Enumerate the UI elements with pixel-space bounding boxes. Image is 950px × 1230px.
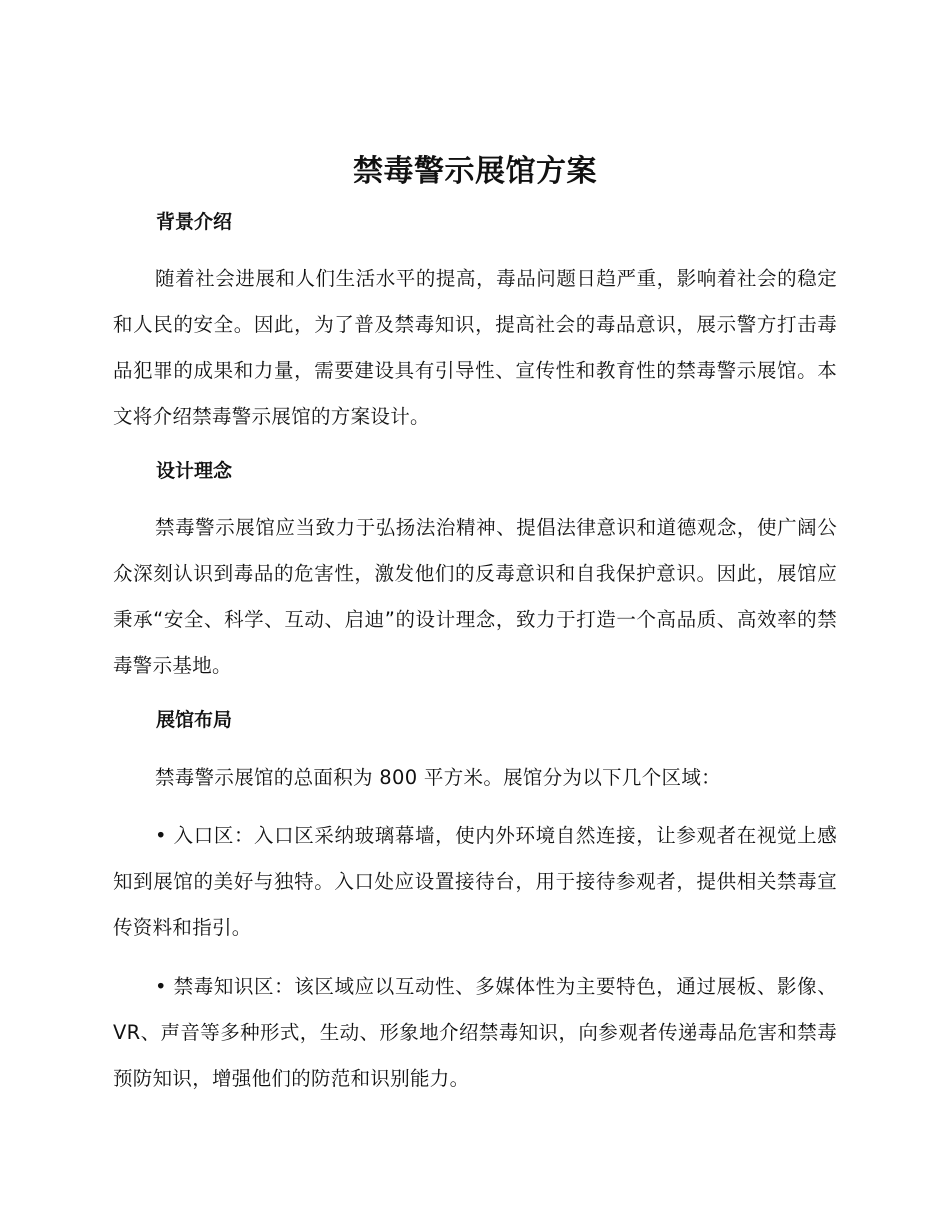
list-item-knowledge-area: • 禁毒知识区：该区域应以互动性、多媒体性为主要特色，通过展板、影像、VR、声音等多种形式，生动、形象地介绍禁毒知识，向参观者传递毒品危害和禁毒预防知识，增强他们的防范和识别能力。 xyxy=(113,975,837,1090)
section-heading-design-concept: 设计理念 xyxy=(156,460,233,482)
paragraph-layout-intro: 禁毒警示展馆的总面积为 800 平方米。展馆分为以下几个区域： xyxy=(155,766,721,789)
document-title: 禁毒警示展馆方案 xyxy=(353,154,597,189)
list-item-entrance-area: • 入口区：入口区采纳玻璃幕墙，使内外环境自然连接，让参观者在视觉上感知到展馆的美好与独特。入口处应设置接待台，用于接待参观者，提供相关禁毒宣传资料和指引。 xyxy=(113,824,837,939)
section-heading-layout: 展馆布局 xyxy=(156,709,233,731)
paragraph-design-concept: 禁毒警示展馆应当致力于弘扬法治精神、提倡法律意识和道德观念，使广阔公众深刻认识到毒品的危害性，激发他们的反毒意识和自我保护意识。因此，展馆应秉承“安全、科学、互动、启迪”的设计理念，致力于打造一个高品质、高效率的禁毒警示基地。 xyxy=(113,516,837,677)
paragraph-background: 随着社会进展和人们生活水平的提高，毒品问题日趋严重，影响着社会的稳定和人民的安全。因此，为了普及禁毒知识，提高社会的毒品意识，展示警方打击毒品犯罪的成果和力量，需要建设具有引导性、宣传性和教育性的禁毒警示展馆。本文将介绍禁毒警示展馆的方案设计。 xyxy=(113,267,837,428)
section-heading-background: 背景介绍 xyxy=(156,211,233,233)
